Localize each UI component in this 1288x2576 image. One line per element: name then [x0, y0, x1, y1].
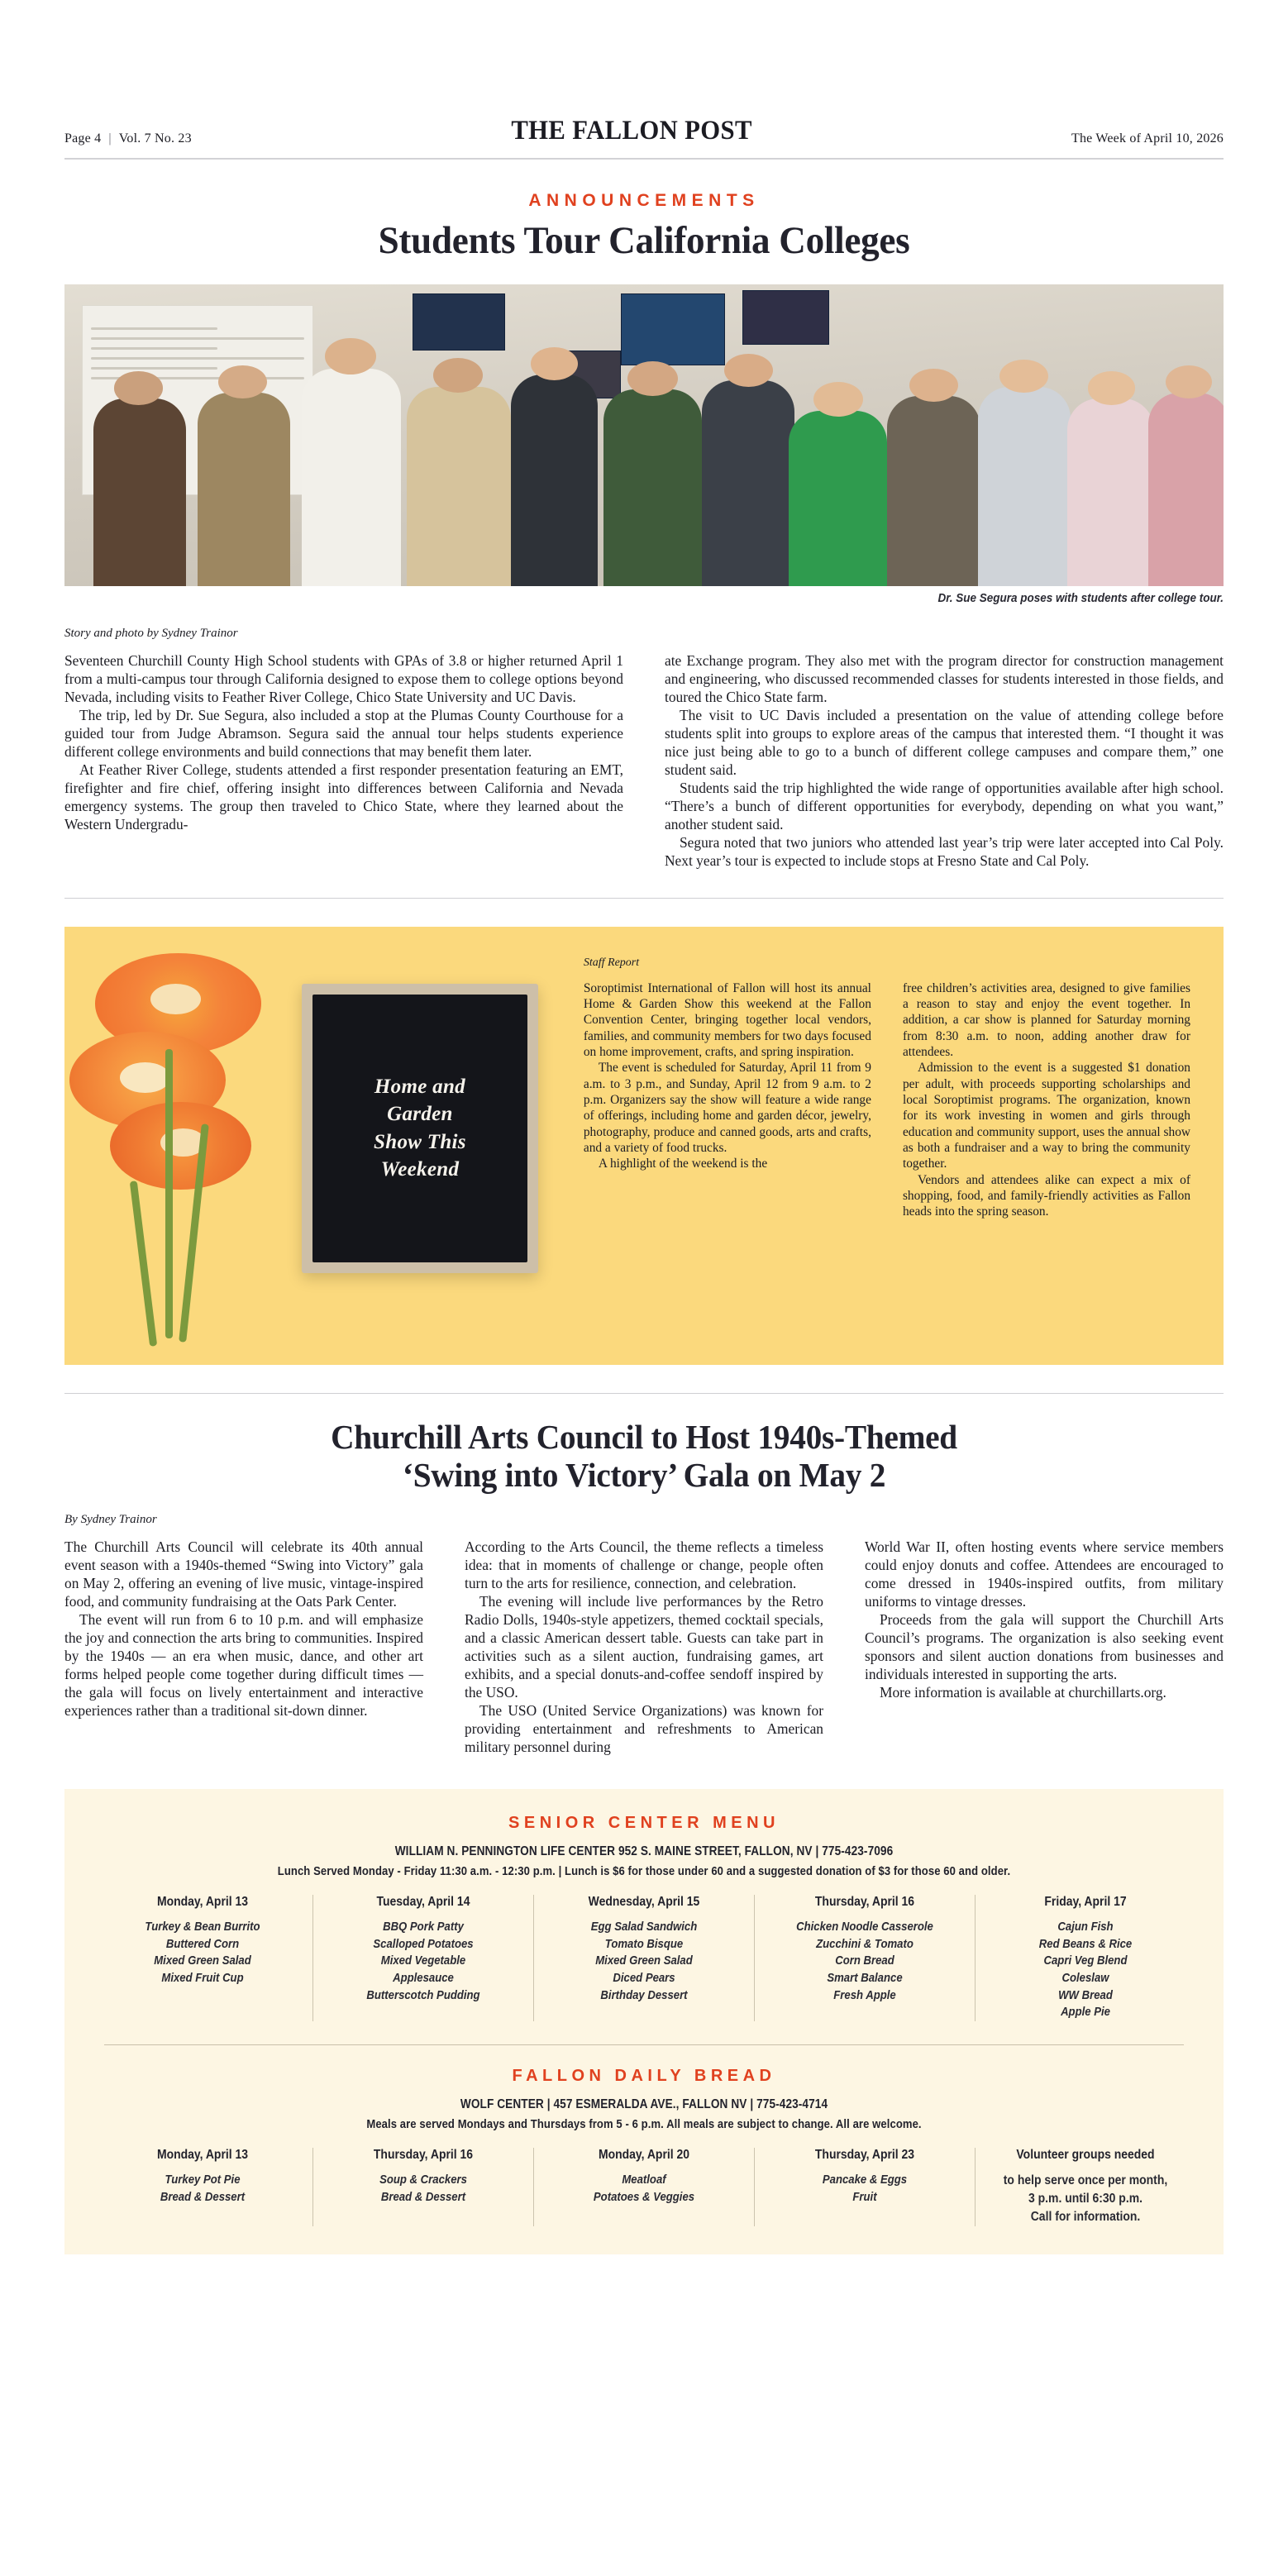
- masthead: [64, 0, 1224, 153]
- chalk-line: Home and: [374, 1075, 465, 1098]
- photo-person: [978, 387, 1071, 586]
- photo-person-head: [627, 361, 677, 396]
- photo-person: [1067, 398, 1154, 585]
- daily-bread-hours: Meals are served Mondays and Thursdays from 5 - 6 p.m. All meals are subject to change. All are welcome.: [366, 2118, 922, 2132]
- paragraph: The USO (United Service Organizations) was known for providing entertainment and refreshments to American military personnel during: [465, 1701, 823, 1755]
- paragraph: ate Exchange program. They also met with the program director for construction management and engineering, who discussed recommended classes for students interested in those fields, and toured the Chico State farm.: [665, 651, 1224, 705]
- photo-poster: [413, 293, 505, 351]
- volunteer-note-line: 3 p.m. until 6:30 p.m.: [1028, 2192, 1143, 2206]
- photo-person-head: [724, 354, 773, 387]
- article2-byline: By Sydney Trainor: [64, 1512, 157, 1526]
- article2-columns: [64, 1538, 1224, 1756]
- article1-headline: Students Tour California Colleges: [378, 219, 910, 262]
- publication-title: THE FALLON POST: [511, 116, 752, 145]
- photo-person: [1148, 393, 1224, 586]
- photo-person-head: [1166, 365, 1212, 398]
- paragraph: Segura noted that two juniors who attended last year’s trip were later accepted into Cal Poly. Next year’s tour is expected to include stops at Fresno State and Cal Poly.: [665, 833, 1224, 869]
- photo-person-head: [813, 382, 863, 417]
- masthead-rule: [64, 158, 1224, 160]
- masthead-left: [64, 131, 192, 146]
- menu-item: Applesauce: [393, 1971, 454, 1985]
- senior-center-address: WILLIAM N. PENNINGTON LIFE CENTER 952 S. MAINE STREET, FALLON, NV | 775-423-7096: [394, 1844, 894, 1858]
- paragraph: More information is available at churchillarts.org.: [880, 1683, 1166, 1701]
- menu-day-column: [754, 2148, 975, 2226]
- menu-day-label: Monday, April 20: [598, 2148, 690, 2163]
- photo-person-segura: [789, 411, 887, 586]
- paragraph: Proceeds from the gala will support the Churchill Arts Council’s programs. The organization is also seeking event sponsors and silent auction donations from businesses and individuals interested in supporting the arts.: [865, 1610, 1224, 1682]
- menu-item: Bread & Dessert: [380, 2190, 466, 2204]
- menu-item: Tomato Bisque: [604, 1937, 684, 1951]
- article2-headline-line2: ‘Swing into Victory’ Gala on May 2: [402, 1455, 886, 1494]
- photo-person-head: [999, 360, 1048, 393]
- menu-day-column: [975, 1895, 1195, 2021]
- senior-center-title: SENIOR CENTER MENU: [508, 1813, 780, 1832]
- menu-item: Cajun Fish: [1057, 1920, 1114, 1934]
- menu-item: Turkey Pot Pie: [165, 2173, 241, 2187]
- menu-day-column: [312, 1895, 533, 2021]
- senior-center-menu-grid: [93, 1895, 1195, 2021]
- volume-issue: Vol. 7 No. 23: [118, 131, 192, 145]
- menu-item: Chicken Noodle Casserole: [796, 1920, 933, 1934]
- menu-item: Scalloped Potatoes: [373, 1937, 474, 1951]
- photo-person: [93, 398, 186, 585]
- daily-bread-title: FALLON DAILY BREAD: [512, 2067, 776, 2086]
- chalk-line: Show This: [374, 1130, 466, 1153]
- menu-item: Fresh Apple: [833, 1988, 896, 2002]
- paragraph: The evening will include live performances by the Retro Radio Dolls, 1940s-style appetizers, themed cocktail specials, and a classic American dessert table. Guests can take part in activities such as a silent auction, fundraising games, art exhibits, and a special donuts-and-coffee sendoff inspired by the USO.: [465, 1592, 823, 1701]
- section-divider: [64, 898, 1224, 899]
- photo-person: [511, 374, 598, 586]
- section-divider: [64, 1393, 1224, 1394]
- paragraph: World War II, often hosting events where service members could enjoy donuts and coffee. Attendees are encouraged to come dressed in 1940s-inspired outfits, from military uniforms to vintage dresses.: [865, 1538, 1224, 1610]
- menu-day-column: [312, 2148, 533, 2226]
- feature-column-1: [584, 956, 871, 1340]
- photo-person: [198, 393, 290, 586]
- daily-bread-address: WOLF CENTER | 457 ESMERALDA AVE., FALLON NV | 775-423-4714: [460, 2097, 828, 2112]
- menu-day-label: Friday, April 17: [1044, 1894, 1127, 1909]
- article1-photo-wrap: [64, 284, 1224, 605]
- menu-item: Soup & Crackers: [379, 2173, 467, 2187]
- volunteer-note-line: to help serve once per month,: [1003, 2173, 1168, 2188]
- photo-person: [702, 380, 794, 585]
- menu-item: Meatloaf: [622, 2173, 666, 2187]
- menu-item: Zucchini & Tomato: [816, 1937, 914, 1951]
- menu-item: Mixed Vegetable: [380, 1954, 466, 1968]
- feature-image: [64, 927, 569, 1365]
- daily-bread-menu-grid: [93, 2148, 1195, 2226]
- photo-person-head: [1088, 371, 1135, 404]
- page-number: Page 4: [64, 131, 102, 145]
- paragraph: Vendors and attendees alike can expect a mix of shopping, food, and family-friendly activities as Fallon heads into the spring season.: [902, 1172, 1191, 1219]
- paragraph: A highlight of the weekend is the: [598, 1157, 768, 1171]
- article2-headline: [88, 1419, 1200, 1495]
- chalk-line: Weekend: [380, 1158, 460, 1181]
- menu-item: Smart Balance: [827, 1971, 903, 1985]
- photo-person: [302, 369, 400, 586]
- menus-panel: [64, 1789, 1224, 2254]
- paragraph: According to the Arts Council, the theme reflects a timeless idea: that in moments of challenge or change, people often turn to the arts for resilience, connection, and celebration.: [465, 1538, 823, 1591]
- menu-item: Mixed Green Salad: [154, 1954, 251, 1968]
- photo-person: [407, 387, 511, 586]
- menu-item: Turkey & Bean Burrito: [145, 1920, 260, 1934]
- menu-day-column: [93, 1895, 312, 2021]
- article1-column-1: [64, 651, 623, 870]
- article2-column-1: [64, 1538, 423, 1756]
- menu-item: Coleslaw: [1061, 1971, 1109, 1985]
- chalk-line: Garden: [387, 1103, 453, 1126]
- masthead-separator: |: [108, 131, 112, 145]
- paragraph: The event will run from 6 to 10 p.m. and will emphasize the joy and connection the arts bring to communities. Inspired by the 1940s — an era when music, dance, and other art forms helped people come together during difficult times — the gala will focus on lively entertainment and interactive experiences rather than a traditional sit-down dinner.: [64, 1610, 423, 1719]
- photo-poster: [742, 290, 829, 345]
- menu-day-label: Monday, April 13: [156, 1894, 249, 1909]
- paragraph: At Feather River College, students attended a first responder presentation featuring an EMT, firefighter and fire chief, offering insight into differences between California and Nevada emergency systems. The group then traveled to Chico State, where they learned about the Western Undergradu-: [64, 761, 623, 832]
- volunteer-note-line: Call for information.: [1030, 2210, 1141, 2225]
- menu-item: Apple Pie: [1061, 2006, 1110, 2020]
- menu-item: Diced Pears: [613, 1971, 675, 1985]
- menu-day-label: Thursday, April 16: [373, 2148, 474, 2163]
- paragraph: The visit to UC Davis included a presentation on the value of attending college before students split into groups to explore areas of the campus that interested them. “I thought it was nice just being able to go to a bunch of different college campuses and compare them,” one student said.: [665, 706, 1224, 778]
- article2-column-3: [865, 1538, 1224, 1756]
- paragraph: The trip, led by Dr. Sue Segura, also included a stop at the Plumas County Courthouse for a guided tour from Judge Abramson. Segura said the annual tour helps students experience different college environments and build connections that may benefit them later.: [64, 706, 623, 760]
- menu-item: Capri Veg Blend: [1043, 1954, 1128, 1968]
- menu-day-column: [93, 2148, 312, 2226]
- flower-stem: [130, 1181, 157, 1347]
- flower-center: [150, 984, 201, 1014]
- article1-column-2: [665, 651, 1224, 870]
- paragraph: The Churchill Arts Council will celebrate its 40th annual event season with a 1940s-themed “Swing into Victory” gala on May 2, offering an evening of live music, vintage-inspired food, and community fundraising at the Oats Park Center.: [64, 1538, 423, 1610]
- menus-divider: [104, 2044, 1184, 2045]
- menu-day-column: [533, 1895, 754, 2021]
- menu-day-label: Monday, April 13: [156, 2148, 249, 2163]
- paragraph: Admission to the event is a suggested $1 donation per adult, with proceeds supporting scholarships and local Soroptimist programs. The organization, known for its work investing in women and girls through education and community support, uses the annual show as both a fundraiser and a way to bring the community together.: [902, 1061, 1191, 1171]
- photo-person-head: [325, 338, 376, 374]
- photo-person-head: [909, 369, 958, 402]
- volunteer-note-column: [975, 2148, 1195, 2226]
- menu-item: Mixed Green Salad: [595, 1954, 693, 1968]
- menu-day-label: Tuesday, April 14: [376, 1894, 470, 1909]
- photo-poster: [621, 293, 725, 366]
- menu-day-column: [754, 1895, 975, 2021]
- menu-item: Butterscotch Pudding: [366, 1988, 480, 2002]
- paragraph: Students said the trip highlighted the wide range of opportunities available after high school. “There’s a bunch of different opportunities for everybody, depending on what you want,” another student said.: [665, 779, 1224, 832]
- article1-columns: [64, 651, 1224, 870]
- issue-date: The Week of April 10, 2026: [1071, 131, 1224, 145]
- paragraph: The event is scheduled for Saturday, April 11 from 9 a.m. to 3 p.m., and Sunday, April 12 from 9 a.m. to 2 p.m. Organizers say the show will feature a wide range of offerings, including home and garden décor, jewelry, photography, produce and canned goods, arts and crafts, and a variety of food trucks.: [583, 1061, 871, 1156]
- menu-day-label: Thursday, April 16: [814, 1894, 915, 1909]
- photo-person-head: [433, 358, 483, 393]
- menu-item: Red Beans & Rice: [1038, 1937, 1133, 1951]
- menu-day-column: [533, 2148, 754, 2226]
- article1-photo-caption: Dr. Sue Segura poses with students after college tour.: [937, 591, 1224, 605]
- menu-item: Buttered Corn: [165, 1937, 240, 1951]
- paragraph: Seventeen Churchill County High School students with GPAs of 3.8 or higher returned April 1 from a multi-campus tour through California designed to expose them to college options beyond Nevada, including visits to Feather River College, Chico State University and UC Davis.: [64, 651, 623, 705]
- flower-center: [120, 1062, 170, 1093]
- article2-body: [64, 1513, 1224, 1756]
- photo-person: [887, 396, 980, 586]
- menu-item: BBQ Pork Patty: [383, 1920, 464, 1934]
- article2-column-2: [465, 1538, 823, 1756]
- menu-item: Pancake & Eggs: [822, 2173, 908, 2187]
- menu-item: WW Bread: [1058, 1988, 1113, 2002]
- article2-headline-line1: Churchill Arts Council to Host 1940s-Themed: [331, 1417, 957, 1456]
- section-kicker: ANNOUNCEMENTS: [528, 191, 760, 210]
- chalkboard-text: [312, 995, 528, 1262]
- menu-item: Birthday Dessert: [600, 1988, 688, 2002]
- senior-center-hours: Lunch Served Monday - Friday 11:30 a.m. - 12:30 p.m. | Lunch is $6 for those under 60 and a suggested donation of $3 for those 60 and older.: [277, 1864, 1011, 1878]
- paragraph: free children’s activities area, designed to give families a reason to stay and enjoy the event together. In addition, a car show is planned for Saturday morning from 8:30 a.m. to noon, adding another draw for attendees.: [902, 980, 1191, 1060]
- flower-stem: [165, 1049, 173, 1338]
- menu-item: Fruit: [852, 2190, 877, 2204]
- menu-item: Mixed Fruit Cup: [161, 1971, 244, 1985]
- article1-byline: Story and photo by Sydney Trainor: [64, 626, 238, 640]
- chalkboard-sign: [302, 984, 539, 1273]
- article1-body: [64, 627, 1224, 870]
- feature-byline: Staff Report: [583, 956, 640, 969]
- volunteer-note-line: Volunteer groups needed: [1016, 2148, 1155, 2163]
- feature-column-2: [903, 956, 1190, 1340]
- paragraph: Soroptimist International of Fallon will host its annual Home & Garden Show this weekend at the Fallon Convention Center, bringing together local vendors, families, and community members for two days focused on home improvement, crafts, and spring inspiration.: [583, 980, 871, 1060]
- photo-person: [603, 389, 702, 585]
- menu-item: Bread & Dessert: [160, 2190, 246, 2204]
- article1-photo: [64, 284, 1224, 586]
- menu-day-label: Wednesday, April 15: [588, 1894, 700, 1909]
- feature-text: [569, 927, 1224, 1365]
- menu-item: Potatoes & Veggies: [593, 2190, 695, 2204]
- menu-item: Egg Salad Sandwich: [590, 1920, 698, 1934]
- photo-person-head: [114, 371, 163, 404]
- home-garden-feature: [64, 927, 1224, 1365]
- menu-item: Corn Bread: [835, 1954, 894, 1968]
- menu-day-label: Thursday, April 23: [814, 2148, 915, 2163]
